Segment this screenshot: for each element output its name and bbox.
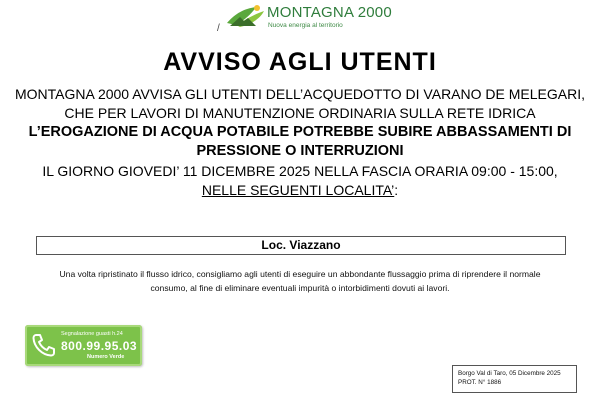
notice-line-3: L’EROGAZIONE DI ACQUA POTABILE POTREBBE SUBIRE ABBASSAMENTI DI (28, 124, 572, 140)
header-slash: / (217, 23, 220, 34)
badge-subtitle: Numero Verde (87, 354, 125, 360)
logo-name: MONTAGNA 2000 (267, 4, 392, 21)
advice-line-1: Una volta ripristinato il flusso idrico, consigliamo agli utenti di eseguire un abbondante flussaggio prima di riprendere il normale (59, 269, 541, 279)
notice-line-6 (0, 182, 600, 198)
localities-heading: NELLE SEGUENTI LOCALITA’ (201, 182, 395, 198)
badge-label: Segnalazione guasti h.24 (61, 331, 123, 337)
notice-line-4: PRESSIONE O INTERRUZIONI (196, 143, 404, 159)
location-box: Loc. Viazzano (36, 236, 566, 255)
advice-line-2: consumo, al fine di eliminare eventuali impurità o intorbidimenti dovuti ai lavori. (150, 283, 450, 293)
toll-free-number: 800.99.95.03 (61, 339, 138, 353)
localities-colon: : (394, 182, 399, 198)
notice-line-2: CHE PER LAVORI DI MANUTENZIONE ORDINARIA SULLA RETE IDRICA (64, 105, 536, 121)
phone-icon (31, 332, 57, 358)
notice-line-5: IL GIORNO GIOVEDI’ 11 DICEMBRE 2025 NELLA FASCIA ORARIA 09:00 - 15:00, (42, 163, 558, 179)
notice-title: AVVISO AGLI UTENTI (163, 48, 437, 76)
place-date: Borgo Val di Taro, 05 Dicembre 2025 (458, 370, 561, 377)
toll-free-number-badge (25, 325, 142, 366)
mountain-logo-icon (226, 3, 266, 29)
signature-box (452, 365, 577, 393)
notice-line-1: MONTAGNA 2000 AVVISA GLI UTENTI DELL’ACQUEDOTTO DI VARANO DE MELEGARI, (14, 86, 585, 102)
company-logo (226, 3, 392, 31)
logo-tagline: Nuova energia al territorio (268, 22, 343, 29)
protocol-number: PROT. N° 1886 (458, 379, 502, 386)
